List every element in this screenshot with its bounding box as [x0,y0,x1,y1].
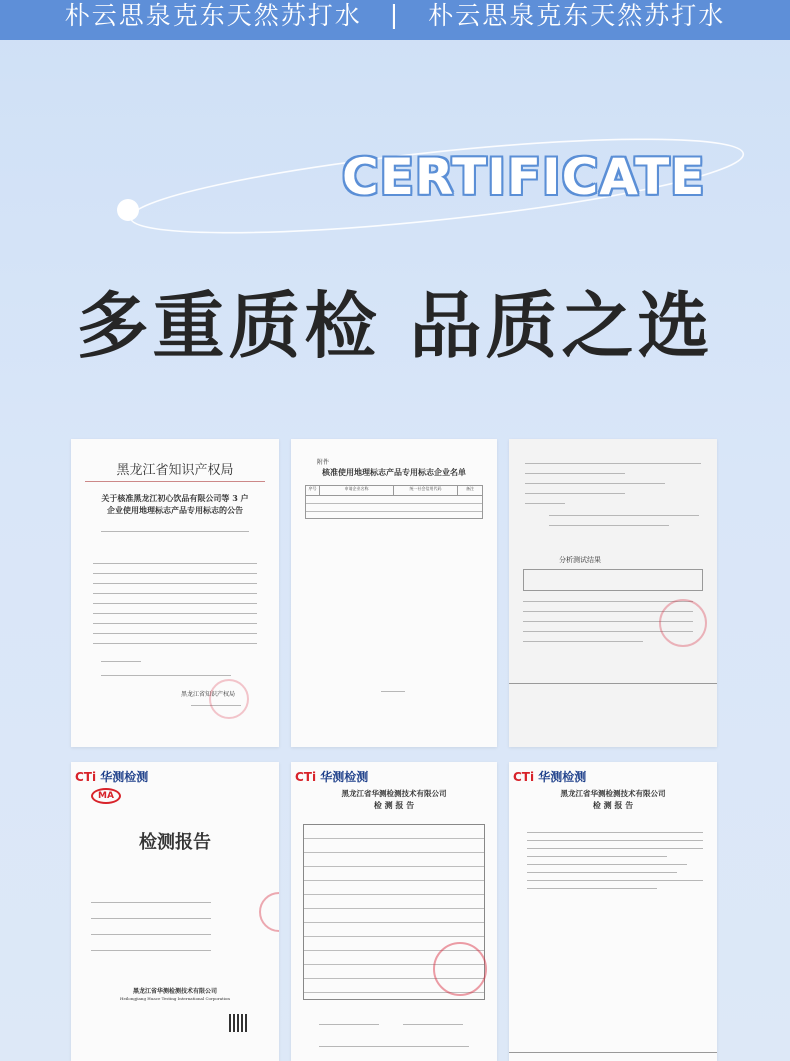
banner-right-text: 朴云思泉克东天然苏打水 [428,1,726,30]
doc-title: 检测报告 [139,832,211,853]
doc-title: 核准使用地理标志产品专用标志企业名单 [322,467,466,477]
company-name: 黑龙江省华测检测技术有限公司 [341,789,447,798]
qr-code [229,1014,247,1032]
banner-divider: | [389,0,401,29]
page-headline: 多重质检 品质之选 [76,284,714,368]
doc-title-line-1: 关于核准黑龙江初心饮品有限公司等 3 户 [101,493,249,503]
red-seal [259,892,279,932]
red-seal [433,942,487,996]
column-header: 申请企业名称 [320,486,394,495]
column-header: 序号 [306,486,320,495]
cti-logo: CTi 华测检测 [75,770,149,784]
company-english-name: Heilongjiang Huace Testing International Corporation [120,996,230,1001]
document-analysis [509,439,717,747]
column-header: 备注 [466,486,474,491]
top-banner [0,0,790,40]
doc-title: 检 测 报 告 [373,801,415,810]
company-name: 黑龙江省华测检测技术有限公司 [132,988,217,995]
column-header: 统一社会信用代码 [394,486,458,495]
document-ma-report [71,762,279,1061]
red-seal [659,599,707,647]
result-table [523,569,703,591]
certificate-title: CERTIFICATE [342,148,706,206]
doc-title-line-2: 企业使用地理标志产品专用标志的公告 [107,505,243,515]
cti-logo: CTi 华测检测 [513,770,587,784]
document-report-table [291,762,497,1061]
doc-footer: 黑龙江省知识产权局 [181,691,236,698]
doc-prefix: 附件 [317,459,330,466]
company-name: 黑龙江省华测检测技术有限公司 [560,789,666,798]
document-report-notes [509,762,717,1061]
red-seal [209,679,249,719]
banner-left-text: 朴云思泉克东天然苏打水 [64,1,362,30]
doc-title: 检 测 报 告 [592,801,634,810]
document-enterprise-list [291,439,497,747]
document-announcement [71,439,279,747]
enterprise-table [305,485,483,519]
cti-logo: CTi 华测检测 [295,770,369,784]
ma-mark: MA [91,788,121,804]
doc-title: 分析测试结果 [559,556,601,564]
doc-header: 黑龙江省知识产权局 [116,463,234,478]
